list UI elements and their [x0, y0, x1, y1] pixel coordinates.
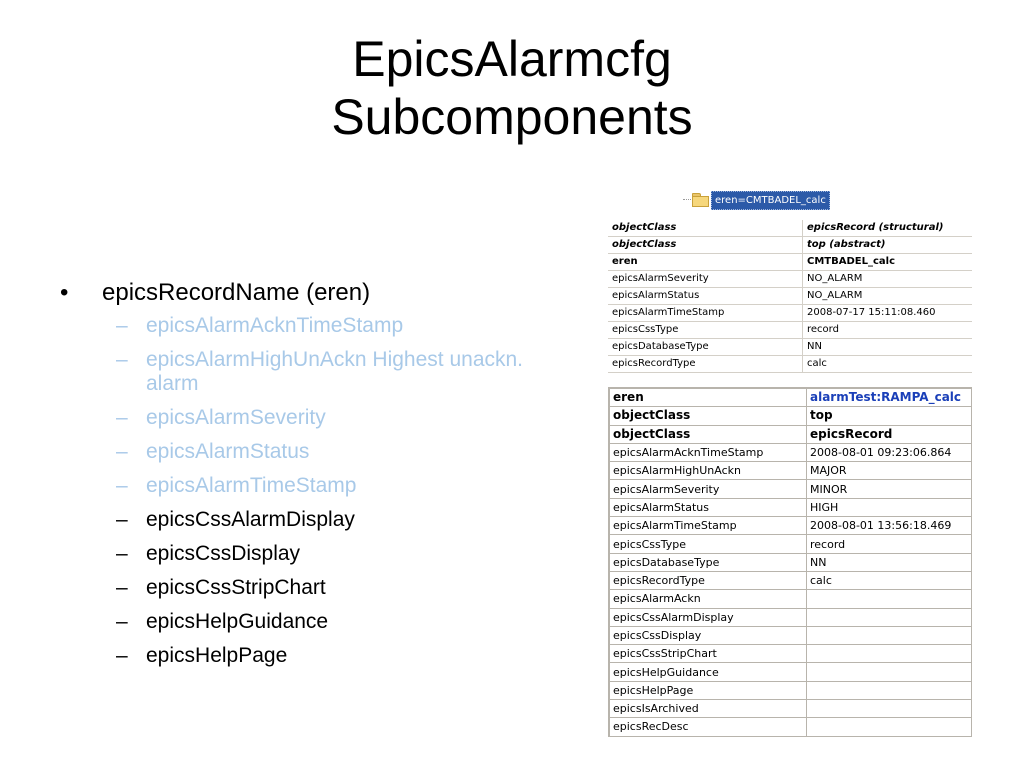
attribute-value-cell: 2008-08-01 13:56:18.469 [807, 517, 972, 535]
table-row[interactable] [608, 356, 972, 373]
sub-item [60, 348, 560, 396]
attribute-name-cell: epicsAlarmTimeStamp [609, 517, 807, 535]
table-row[interactable] [609, 626, 972, 644]
tree-node-label[interactable]: eren=CMTBADEL_calc [711, 191, 830, 210]
attribute-value-cell [807, 590, 972, 608]
sub-item [60, 508, 560, 532]
attribute-value-cell: epicsRecord (structural) [803, 220, 973, 237]
table-row[interactable] [609, 718, 972, 736]
attribute-value-cell: NO_ALARM [803, 288, 973, 305]
attribute-value-cell [807, 700, 972, 718]
dash-symbol: – [116, 576, 128, 599]
dash-symbol: – [116, 440, 128, 463]
bullet-text: epicsRecordName (eren) [102, 279, 371, 306]
dash-symbol: – [116, 542, 128, 565]
dash-symbol: – [116, 644, 128, 667]
attribute-value-cell: NO_ALARM [803, 271, 973, 288]
attribute-value-cell: record [807, 535, 972, 553]
attribute-name-cell: epicsAlarmStatus [609, 498, 807, 516]
attribute-name-cell: epicsAlarmStatus [608, 288, 803, 305]
attribute-value-cell: 2008-07-17 15:11:08.460 [803, 305, 973, 322]
folder-icon [692, 193, 708, 205]
attribute-name-cell: epicsRecordType [608, 356, 803, 373]
attribute-name-cell: epicsAlarmSeverity [609, 480, 807, 498]
sub-item-text: epicsHelpPage [146, 644, 288, 667]
attribute-value-cell [807, 681, 972, 699]
attribute-name-cell: epicsCssAlarmDisplay [609, 608, 807, 626]
table-row[interactable] [608, 288, 972, 305]
attribute-value-cell [807, 626, 972, 644]
sub-item-text: epicsAlarmSeverity [146, 406, 326, 429]
table-row[interactable] [609, 425, 972, 443]
attribute-value-cell [807, 663, 972, 681]
dash-symbol: – [116, 474, 128, 497]
sub-item-text: epicsCssStripChart [146, 576, 326, 599]
attribute-name-cell: epicsDatabaseType [609, 553, 807, 571]
sub-item-text: epicsAlarmHighUnAckn Highest unackn. alarm [146, 348, 524, 395]
table-row[interactable] [609, 663, 972, 681]
sub-item [60, 314, 560, 338]
dash-symbol: – [116, 508, 128, 531]
attribute-name-cell: epicsAlarmSeverity [608, 271, 803, 288]
sub-item [60, 542, 560, 566]
attribute-name-cell: epicsHelpPage [609, 681, 807, 699]
table-row[interactable] [608, 220, 972, 237]
sub-item [60, 644, 560, 668]
attribute-value-cell: NN [803, 339, 973, 356]
attribute-name-cell: eren [609, 388, 807, 407]
tree-connector [683, 199, 691, 200]
attribute-value-cell: NN [807, 553, 972, 571]
table-row[interactable] [609, 480, 972, 498]
sub-item [60, 576, 560, 600]
sub-item-text: epicsAlarmTimeStamp [146, 474, 357, 497]
title-line-2: Subcomponents [331, 89, 693, 145]
dash-symbol: – [116, 406, 128, 429]
attributes-table-2 [608, 387, 972, 737]
sub-item-text: epicsAlarmStatus [146, 440, 310, 463]
attribute-name-cell: epicsCssDisplay [609, 626, 807, 644]
table-row[interactable] [608, 305, 972, 322]
bullet-list [60, 276, 560, 678]
sub-item [60, 406, 560, 430]
table-row[interactable] [608, 339, 972, 356]
attribute-name-cell: epicsRecDesc [609, 718, 807, 736]
attribute-value-cell: record [803, 322, 973, 339]
attribute-value-cell: calc [803, 356, 973, 373]
slide-title [0, 30, 1024, 146]
bullet-symbol: • [60, 279, 69, 306]
table-row[interactable] [608, 254, 972, 271]
attribute-name-cell: epicsAlarmHighUnAckn [609, 462, 807, 480]
attribute-name-cell: epicsAlarmAckn [609, 590, 807, 608]
table-row[interactable] [608, 322, 972, 339]
attribute-name-cell: epicsIsArchived [609, 700, 807, 718]
table-row[interactable] [609, 517, 972, 535]
attribute-name-cell: eren [608, 254, 803, 271]
attribute-name-cell: epicsAlarmTimeStamp [608, 305, 803, 322]
attribute-name-cell: epicsCssType [608, 322, 803, 339]
attribute-value-cell [807, 645, 972, 663]
table-row[interactable] [608, 237, 972, 254]
attribute-name-cell: epicsCssType [609, 535, 807, 553]
attribute-value-cell [807, 718, 972, 736]
dash-symbol: – [116, 314, 128, 337]
table-row[interactable] [608, 271, 972, 288]
attribute-value-cell [807, 608, 972, 626]
table-row[interactable] [609, 681, 972, 699]
table-row[interactable] [609, 571, 972, 589]
dash-symbol: – [116, 348, 128, 371]
attribute-value-cell: HIGH [807, 498, 972, 516]
attribute-name-cell: epicsRecordType [609, 571, 807, 589]
attribute-name-cell: objectClass [608, 237, 803, 254]
sub-item-text: epicsAlarmAcknTimeStamp [146, 314, 404, 337]
attribute-value-cell: MAJOR [807, 462, 972, 480]
attribute-name-cell: objectClass [609, 425, 807, 443]
attribute-value-cell: top [807, 407, 972, 425]
table-row[interactable] [609, 553, 972, 571]
attribute-name-cell: objectClass [609, 407, 807, 425]
attribute-value-cell: 2008-08-01 09:23:06.864 [807, 443, 972, 461]
sub-item-text: epicsHelpGuidance [146, 610, 329, 633]
attribute-name-cell: epicsDatabaseType [608, 339, 803, 356]
table-row[interactable] [609, 407, 972, 425]
table-row[interactable] [609, 590, 972, 608]
table-row[interactable] [609, 388, 972, 407]
table-row[interactable] [609, 498, 972, 516]
attribute-value-cell: epicsRecord [807, 425, 972, 443]
attribute-value-cell: top (abstract) [803, 237, 973, 254]
attribute-name-cell: epicsAlarmAcknTimeStamp [609, 443, 807, 461]
attribute-value-cell: CMTBADEL_calc [803, 254, 973, 271]
dash-symbol: – [116, 610, 128, 633]
attribute-value-cell: calc [807, 571, 972, 589]
sub-item-text: epicsCssAlarmDisplay [146, 508, 355, 531]
attribute-name-cell: epicsCssStripChart [609, 645, 807, 663]
table-row[interactable] [609, 700, 972, 718]
sub-item [60, 474, 560, 498]
table-row[interactable] [609, 645, 972, 663]
table-row[interactable] [609, 535, 972, 553]
sub-item [60, 610, 560, 634]
title-line-1: EpicsAlarmcfg [352, 31, 672, 87]
table-row[interactable] [609, 443, 972, 461]
attributes-table-1 [608, 220, 972, 373]
attribute-name-cell: objectClass [608, 220, 803, 237]
table-row[interactable] [609, 608, 972, 626]
attribute-value-cell: MINOR [807, 480, 972, 498]
attribute-name-cell: epicsHelpGuidance [609, 663, 807, 681]
attribute-value-cell: alarmTest:RAMPA_calc [807, 388, 972, 407]
bullet-item [60, 276, 560, 310]
sub-item-text: epicsCssDisplay [146, 542, 301, 565]
table-row[interactable] [609, 462, 972, 480]
sub-item [60, 440, 560, 464]
sub-list [60, 314, 560, 668]
